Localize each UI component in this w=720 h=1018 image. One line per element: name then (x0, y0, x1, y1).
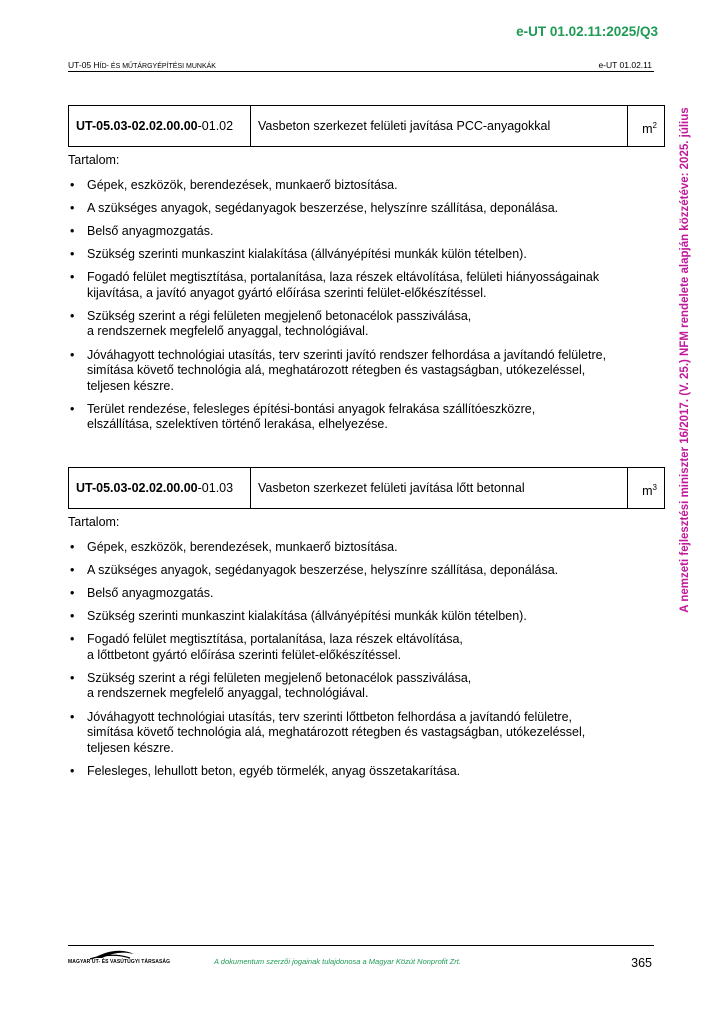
list-item-text: Szükség szerinti munkaszint kialakítása (állványépítési munkák külön tételben). (87, 247, 527, 262)
item-unit-exponent: 2 (652, 121, 657, 131)
item-unit-cell (628, 106, 665, 147)
list-item-text: teljesen készre. (87, 378, 174, 393)
item-header-row (69, 468, 665, 509)
list-item (68, 309, 643, 340)
item-title: Vasbeton szerkezet felületi javítása lőtt betonnal (258, 481, 525, 495)
list-item-text: Gépek, eszközök, berendezések, munkaerő biztosítása. (87, 540, 398, 554)
list-item-text: Szükség szerinti munkaszint kialakítása (állványépítési munkák külön tételben). (87, 609, 527, 624)
list-item-text: Szükség szerint a régi felületen megjelenő betonacélok passziválása, (87, 308, 472, 323)
item-title-cell (251, 106, 628, 147)
list-item-text: a rendszernek megfelelő anyaggal, technológiával. (87, 324, 369, 339)
chapter-title-prefix: UT-05 H (68, 60, 100, 70)
list-item-text: elszállítása, szelektíven történő lerakása, elhelyezése. (87, 417, 388, 432)
list-item-text: kijavítása, a javító anyagot gyártó előírása szerinti felület-előkészítéssel. (87, 285, 487, 300)
copyright-notice: A dokumentum szerzői jogainak tulajdonosa a Magyar Közút Nonprofit Zrt. (214, 957, 461, 966)
list-item-text: Fogadó felület megtisztítása, portalanítása, laza részek eltávolítása, (87, 632, 463, 647)
bullet-icon: • (70, 247, 75, 262)
bullet-icon: • (70, 201, 75, 216)
list-item-text: Fogadó felület megtisztítása, portalanítása, laza részek eltávolítása, felületi hiányosságainak (87, 270, 600, 285)
item-code: UT-05.03-02.02.00.00 (76, 119, 198, 133)
list-item (68, 563, 643, 579)
item-code-suffix: -01.03 (197, 481, 234, 495)
bullet-icon: • (70, 308, 75, 323)
item-title-cell (251, 468, 628, 509)
list-item (68, 671, 643, 702)
item-title: Vasbeton szerkezet felületi javítása PCC-anyagokkal (258, 119, 551, 133)
list-item-text: Gépek, eszközök, berendezések, munkaerő biztosítása. (87, 178, 398, 192)
list-item-text: teljesen készre. (87, 740, 174, 755)
chapter-title-rest: ÍD- ÉS MŰTÁRGYÉPÍTÉSI MUNKÁK (99, 63, 216, 70)
content-list-1 (68, 178, 643, 440)
list-item-text: A szükséges anyagok, segédanyagok beszerzése, helyszínre szállítása, deponálása. (87, 201, 559, 216)
list-item (68, 247, 643, 263)
list-item (68, 224, 643, 240)
organization-logo-text: MAGYAR ÚT- ÉS VASÚTÜGYI TÁRSASÁG (68, 959, 171, 965)
bullet-icon: • (70, 224, 75, 239)
bullet-icon: • (70, 540, 75, 554)
bullet-icon: • (70, 763, 75, 778)
bullet-icon: • (70, 609, 75, 624)
list-item-text: a lőttbetont gyártó előírása szerinti felület-előkészítéssel. (87, 647, 402, 662)
item-header-row (69, 106, 665, 147)
item-unit-cell (628, 468, 665, 509)
content-label-2: Tartalom: (68, 515, 120, 529)
list-item (68, 632, 643, 663)
bullet-icon: • (70, 632, 75, 647)
bullet-icon: • (70, 563, 75, 578)
header-divider (68, 71, 654, 72)
item-code-cell (69, 106, 251, 147)
bullet-icon: • (70, 178, 75, 192)
bullet-icon: • (70, 270, 75, 285)
document-code: e-UT 01.02.11:2025/Q3 (516, 24, 658, 39)
bullet-icon: • (70, 347, 75, 362)
list-item (68, 710, 643, 757)
list-item (68, 402, 643, 433)
item-unit-exponent: 3 (652, 483, 657, 493)
item-unit: m (642, 122, 653, 137)
list-item (68, 540, 643, 556)
item-code-suffix: -01.02 (197, 119, 234, 133)
list-item-text: Felesleges, lehullott beton, egyéb törmelék, anyag összetakarítása. (87, 763, 461, 778)
list-item-text: Szükség szerint a régi felületen megjelenő betonacélok passziválása, (87, 670, 472, 685)
list-item (68, 348, 643, 395)
chapter-title (68, 60, 216, 70)
bullet-icon: • (70, 586, 75, 601)
list-item (68, 764, 643, 780)
item-code-cell (69, 468, 251, 509)
list-item-text: Terület rendezése, felesleges építési-bontási anyagok felrakása szállítóeszközre, (87, 401, 536, 416)
list-item-text: Jóváhagyott technológiai utasítás, terv szerinti javító rendszer felhordása a javítandó felületre, (87, 347, 607, 362)
header-doc-ref: e-UT 01.02.11 (598, 60, 652, 70)
list-item (68, 201, 643, 217)
item-header-table-1 (68, 105, 665, 147)
bullet-icon: • (70, 401, 75, 416)
item-code: UT-05.03-02.02.00.00 (76, 481, 198, 495)
footer-divider (68, 945, 654, 946)
list-item (68, 609, 643, 625)
content-label-1: Tartalom: (68, 153, 120, 167)
list-item (68, 270, 643, 301)
publication-side-note: A nemzeti fejlesztési miniszter 16/2017. (V. 25.) NFM rendelete alapján közzétéve: 2025. július (679, 107, 691, 613)
list-item-text: Jóváhagyott technológiai utasítás, terv szerinti lőttbeton felhordása a javítandó felületre, (87, 709, 573, 724)
list-item-text: a rendszernek megfelelő anyaggal, technológiával. (87, 686, 369, 701)
page-number: 365 (631, 956, 652, 970)
list-item (68, 586, 643, 602)
list-item-text: Belső anyagmozgatás. (87, 224, 214, 239)
list-item-text: Belső anyagmozgatás. (87, 586, 214, 601)
content-list-2 (68, 540, 643, 787)
item-header-table-2 (68, 467, 665, 509)
list-item-text: simítása követő technológia alá, meghatározott rétegben és vastagságban, utókezeléssel, (87, 363, 586, 378)
list-item-text: A szükséges anyagok, segédanyagok beszerzése, helyszínre szállítása, deponálása. (87, 563, 559, 578)
bullet-icon: • (70, 709, 75, 724)
item-unit: m (642, 484, 653, 499)
bullet-icon: • (70, 670, 75, 685)
list-item-text: simítása követő technológia alá, meghatározott rétegben és vastagságban, utókezeléssel, (87, 725, 586, 740)
list-item (68, 178, 643, 194)
